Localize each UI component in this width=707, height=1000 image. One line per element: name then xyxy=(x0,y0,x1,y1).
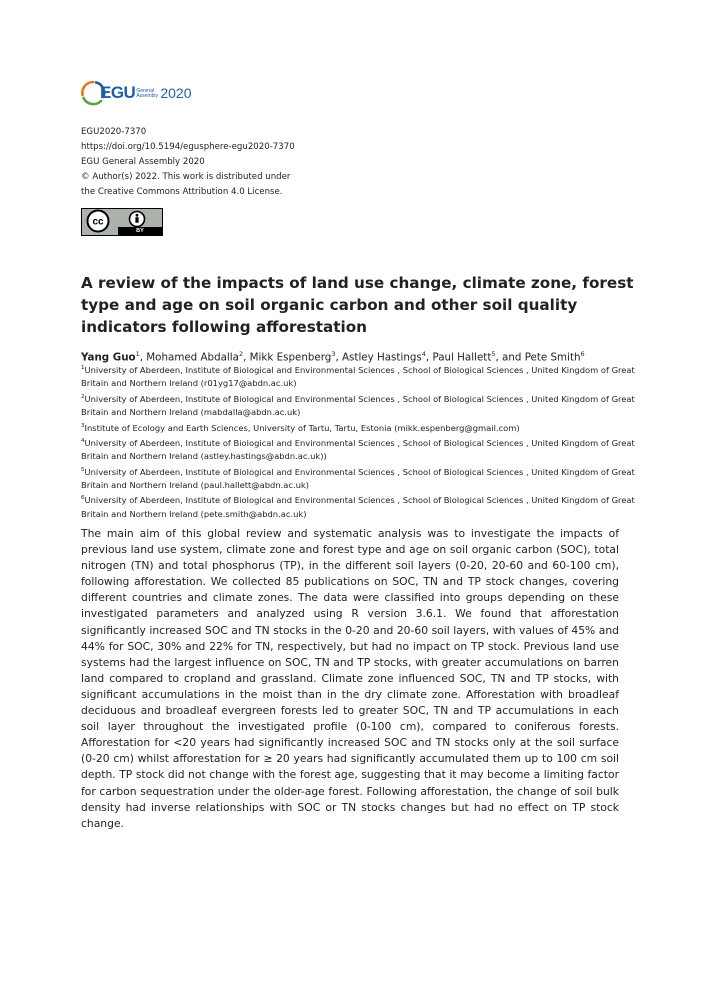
cc-by-license-badge[interactable] xyxy=(81,208,163,236)
author-name: Mohamed Abdalla xyxy=(146,351,239,364)
author-affiliation-mark: 6 xyxy=(580,350,585,358)
affiliation-item: $^3$Institute of Ecology and Earth Sciences, University of Tartu, Tartu, Estonia (mikk.espenberg@gmail.com) xyxy=(81,422,520,433)
logo-text: EGU xyxy=(100,83,136,102)
logo-subtitle: General Assembly xyxy=(136,88,159,99)
author-name: Pete Smith xyxy=(524,351,581,364)
author-name: Yang Guo xyxy=(81,351,136,364)
paper-title: A review of the impacts of land use change, climate zone, forest type and age on soil organic carbon and other soil quality indicators following afforestation xyxy=(81,274,634,336)
abstract-metadata xyxy=(81,125,295,200)
abstract-body: The main aim of this global review and systematic analysis was to investigate the impacts of previous land use system, climate zone and forest type and age on soil organic carbon (SOC), total nitrogen (TN) and total phosphorus (TP), in the different soil layers (0-20, 20-60 and 60-100 cm), following afforestation. We collected 85 publications on SOC, TN and TP stock changes, covering different countries and climate zones. The data were classified into groups depending on these investigated parameters and analyzed using R version 3.6.1. We found that afforestation significantly increased SOC and TN stocks in the 0-20 and 20-60 soil layers, with values of 45% and 44% for SOC, 30% and 22% for TN, respectively, but had no impact on TP stock. Previous land use systems had the largest influence on SOC, TN and TP stocks, with greater accumulations on barren land compared to cropland and grassland. Climate zone influenced SOC, TN and TP stocks, with significant accumulations in the moist than in the dry climate zone. Afforestation with broadleaf deciduous and broadleaf evergreen forests led to greater SOC, TN and TP accumulations in each soil layer throughout the investigated profile (0-100 cm), compared to coniferous forests. Afforestation for <20 years had significantly increased SOC and TN stocks only at the soil surface (0-20 cm) whilst afforestation for ≥ 20 years had significantly accumulated them up to 100 cm soil depth. TP stock did not change with the forest age, suggesting that it may become a limiting factor for carbon sequestration under the older-age forest. Following afforestation, the change of soil bulk density had inverse relationships with SOC or TN stocks changes but had no effect on TP stock change. xyxy=(81,527,619,830)
author-name: Mikk Espenberg xyxy=(249,351,332,364)
affiliation-item: $^2$University of Aberdeen, Institute of Biological and Environmental Sciences , School of Biological Sciences , United Kingdom of Great Britain and Northern Ireland (mabdalla@abdn.ac.uk) xyxy=(81,393,635,418)
author-affiliation-mark: 2 xyxy=(238,350,244,358)
affiliation-item: $^5$University of Aberdeen, Institute of Biological and Environmental Sciences , School of Biological Sciences , United Kingdom of Great Britain and Northern Ireland (paul.hallett@abdn.ac.uk) xyxy=(81,466,635,490)
affiliation-item: $^4$University of Aberdeen, Institute of Biological and Environmental Sciences , School of Biological Sciences , United Kingdom of Great Britain and Northern Ireland (astley.hastings@abdn.ac.uk)) xyxy=(81,437,635,462)
author-name: Astley Hastings xyxy=(342,351,422,364)
license-by-label: BY xyxy=(118,227,162,235)
doi-link[interactable]: https://doi.org/10.5194/egusphere-egu2020-7370 xyxy=(81,142,295,152)
abstract-id: EGU2020-7370 xyxy=(81,127,147,137)
affiliation-list xyxy=(81,362,641,521)
author-list: Yang Guo$^1$, Mohamed Abdalla$^2$, Mikk Espenberg$^3$, Astley Hastings$^4$, Paul Hallett$^5$, and Pete Smith$^6$ xyxy=(81,350,585,364)
affiliation-item: $^6$University of Aberdeen, Institute of Biological and Environmental Sciences , School of Biological Sciences , United Kingdom of Great Britain and Northern Ireland (pete.smith@abdn.ac.uk) xyxy=(81,495,635,519)
author-affiliation-mark: 1 xyxy=(135,350,140,358)
license-line: the Creative Commons Attribution 4.0 License. xyxy=(81,187,283,197)
logo-year: 2020 xyxy=(160,85,192,101)
author-affiliation-mark: 5 xyxy=(491,350,496,358)
copyright-line: © Author(s) 2022. This work is distributed under xyxy=(81,172,291,182)
conference-name: EGU General Assembly 2020 xyxy=(81,157,205,167)
affiliation-item: $^1$University of Aberdeen, Institute of Biological and Environmental Sciences , School of Biological Sciences , United Kingdom of Great Britain and Northern Ireland (r01yg17@abdn.ac.uk) xyxy=(81,364,635,389)
svg-text:cc: cc xyxy=(92,216,104,228)
egu-logo xyxy=(80,80,192,106)
author-affiliation-mark: 3 xyxy=(331,350,336,358)
author-affiliation-mark: 4 xyxy=(421,350,426,358)
author-name: Paul Hallett xyxy=(432,351,492,364)
